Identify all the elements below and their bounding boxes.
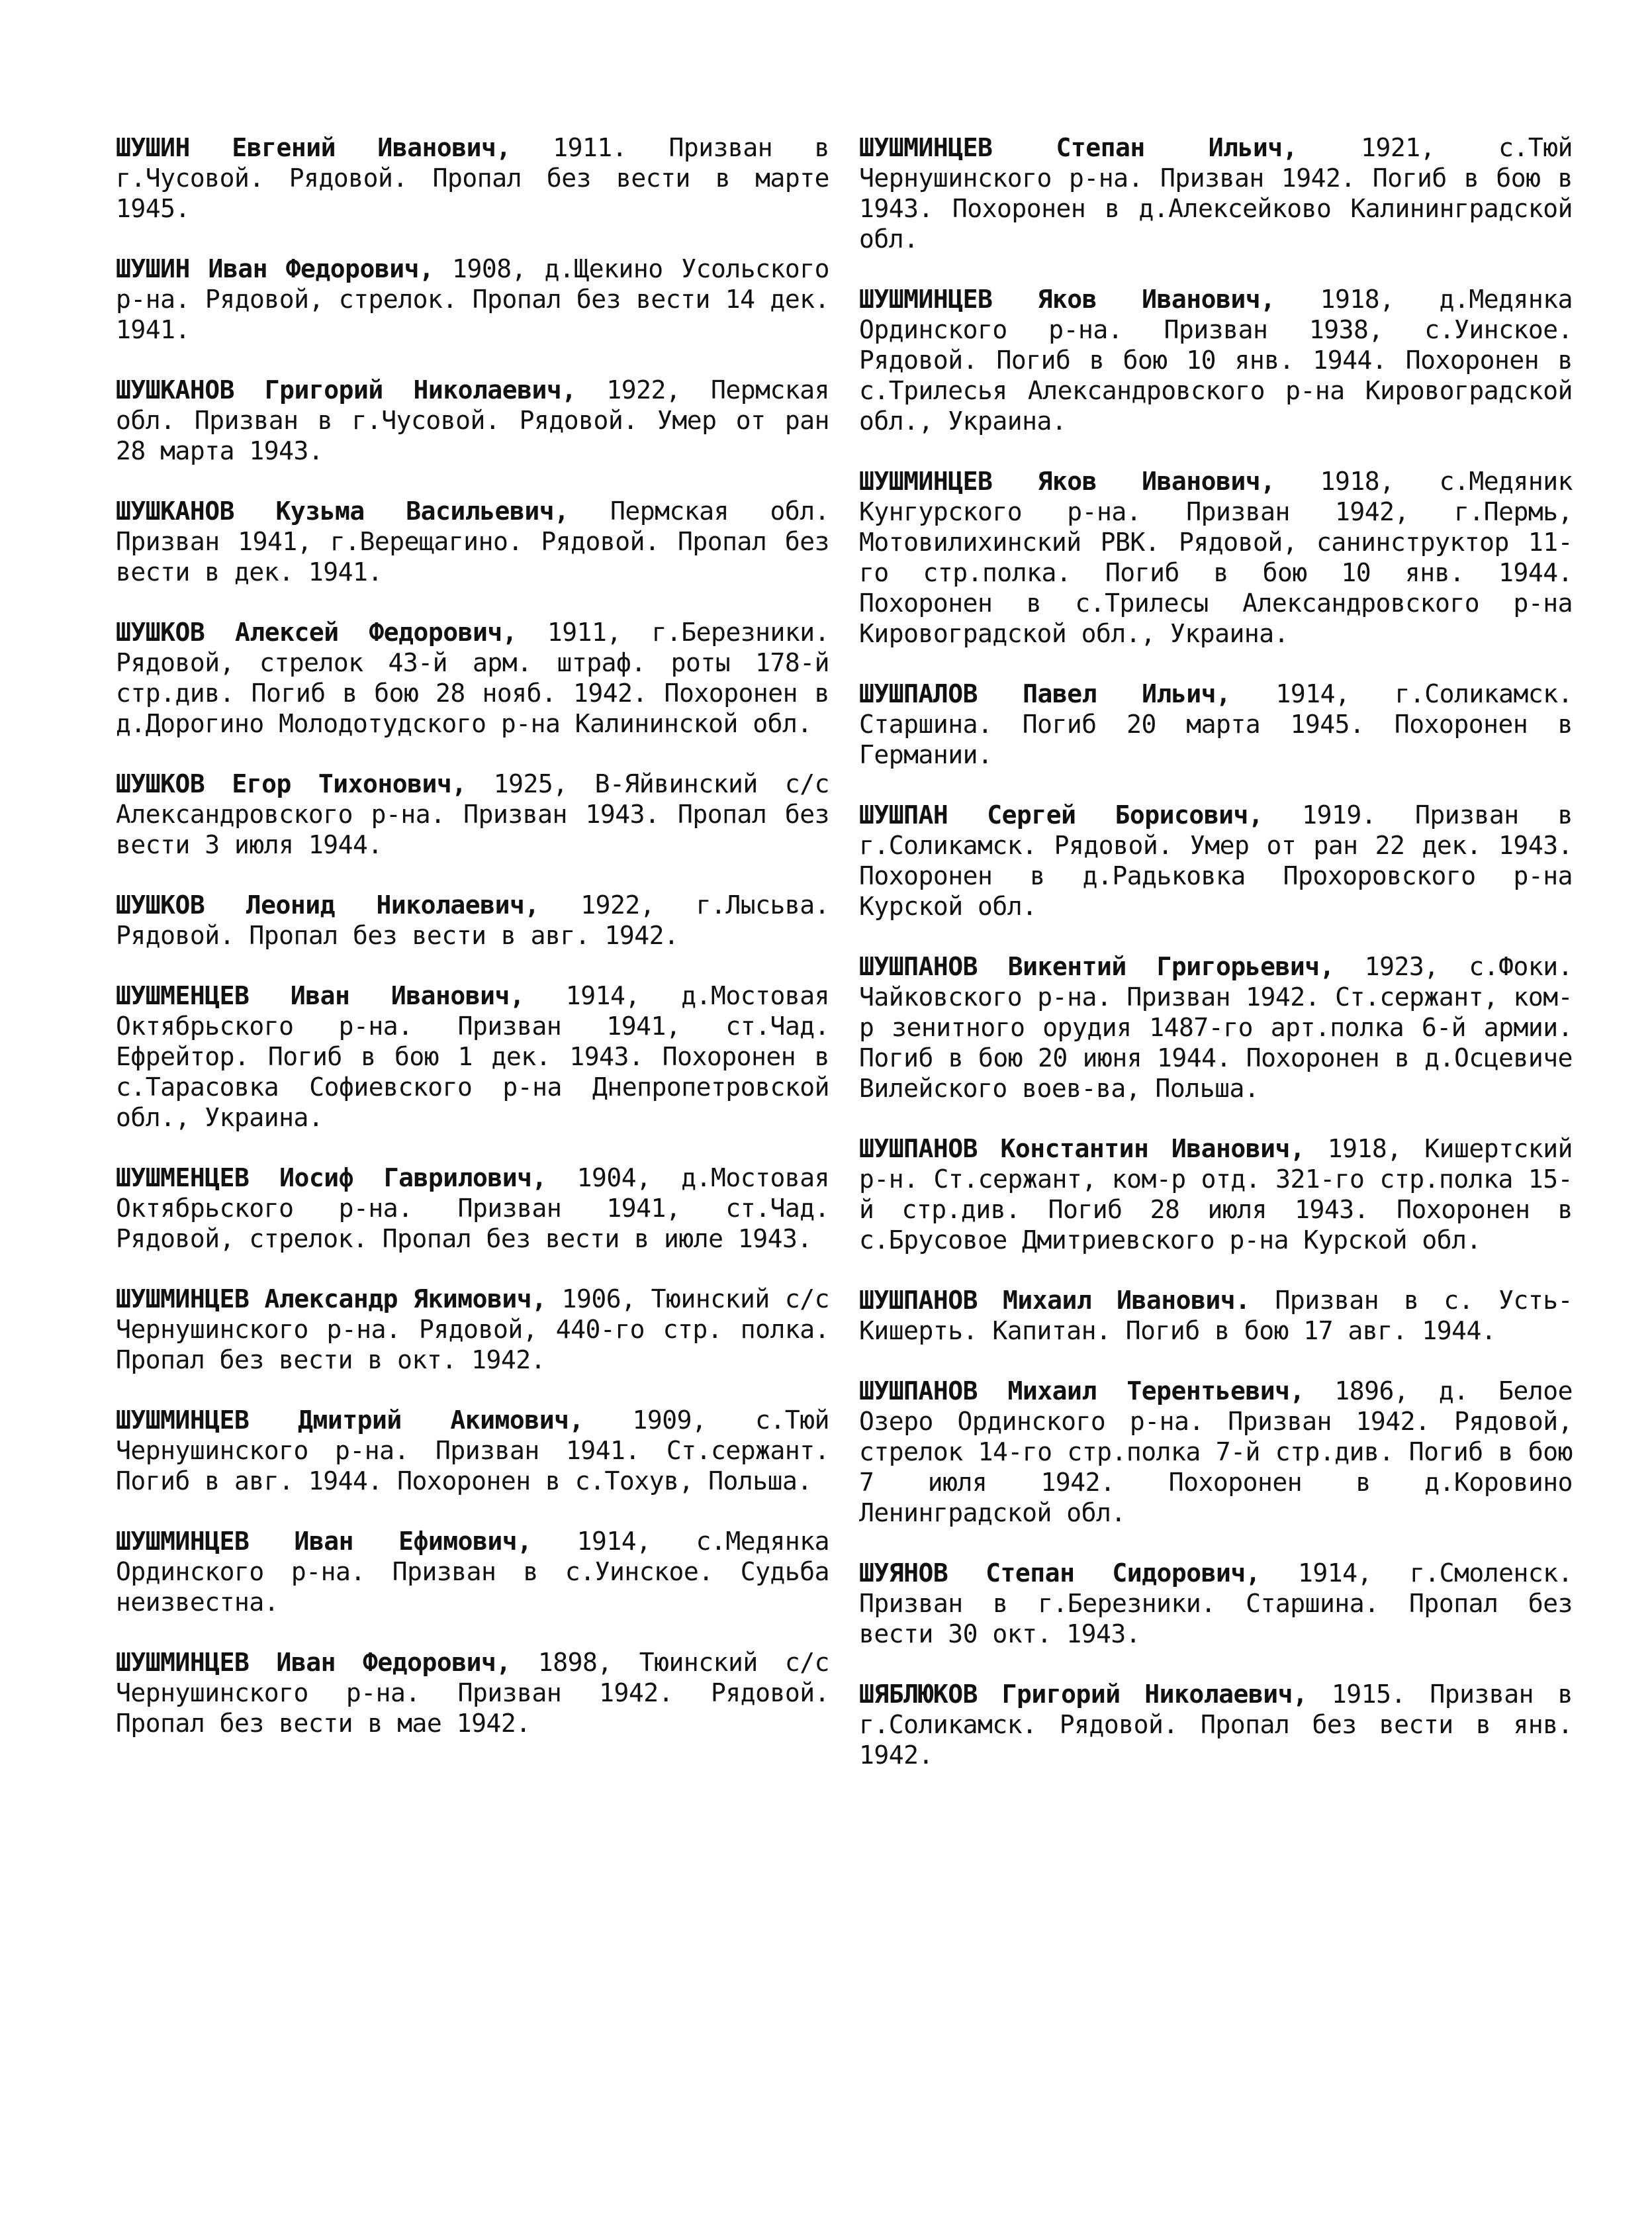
- entry-text: 1898, Тюинский с/с Чернушинского р-на. Призван 1942. Рядовой. Пропал без вести в мае 1942.: [116, 1648, 829, 1738]
- entry-name: ШУШКАНОВ Кузьма Васильевич,: [116, 497, 569, 526]
- entry-name: ШУШКОВ Алексей Федорович,: [116, 618, 518, 647]
- entry: [116, 617, 829, 739]
- entry-name: ШУШПАНОВ Константин Иванович,: [859, 1134, 1305, 1163]
- entry-name: ШУШМИНЦЕВ Яков Иванович,: [859, 467, 1275, 496]
- entry-name: ШУШМИНЦЕВ Иван Ефимович,: [116, 1527, 532, 1556]
- entry: [859, 1679, 1573, 1770]
- entry-text: 1918, д.Медянка Ординского р-на. Призван 1938, с.Уинское. Рядовой. Погиб в бою 10 янв. 1944. Похоронен в с.Трилесья Александровского р-на Кировоградской обл., Украина.: [859, 285, 1573, 436]
- entry-text: 1919. Призван в г.Соликамск. Рядовой. Умер от ран 22 дек. 1943. Похоронен в д.Радьковка Прохоровского р-на Курской обл.: [859, 800, 1573, 921]
- entry-text: 1914, г.Смоленск. Призван в г.Березники. Старшина. Пропал без вести 30 окт. 1943.: [859, 1558, 1573, 1648]
- entry-name: ШУШПАЛОВ Павел Ильич,: [859, 679, 1231, 708]
- entry: [859, 1376, 1573, 1528]
- entry: [859, 1285, 1573, 1346]
- right-column: [859, 132, 1573, 1800]
- entry: [859, 951, 1573, 1104]
- entry-name: ШУШМЕНЦЕВ Иван Иванович,: [116, 981, 525, 1010]
- entry-name: ШУШМИНЦЕВ Степан Ильич,: [859, 133, 1298, 162]
- entry: [859, 1133, 1573, 1255]
- entry: [859, 679, 1573, 770]
- entry-name: ШУШИН Евгений Иванович,: [116, 133, 511, 162]
- entry: [116, 132, 829, 224]
- entry-name: ШУШПАНОВ Михаил Терентьевич,: [859, 1376, 1305, 1405]
- entry-name: ШУШМИНЦЕВ Иван Федорович,: [116, 1648, 511, 1677]
- entry-text: 1925, В-Яйвинский с/с Александровского р-на. Призван 1943. Пропал без вести 3 июля 1944.: [116, 769, 829, 859]
- entry: [859, 1558, 1573, 1649]
- entry: [116, 1163, 829, 1254]
- entry-name: ШУШКАНОВ Григорий Николаевич,: [116, 375, 576, 404]
- entry-text: 1911. Призван в г.Чусовой. Рядовой. Пропал без вести в марте 1945.: [116, 133, 829, 223]
- entry-text: 1918, с.Медяник Кунгурского р-на. Призван 1942, г.Пермь, Мотовилихинский РВК. Рядовой, санинструктор 11-го стр.полка. Погиб в бою 10 янв. 1944. Похоронен в с.Трилесы Александровского р-на Кировоградской обл., Украина.: [859, 467, 1573, 648]
- entry-name: ШУШИН Иван Федорович,: [116, 254, 434, 283]
- entry-text: 1904, д.Мостовая Октябрьского р-на. Призван 1941, ст.Чад. Рядовой, стрелок. Пропал без вести в июле 1943.: [116, 1163, 829, 1253]
- entry-name: ШУШПАН Сергей Борисович,: [859, 800, 1263, 830]
- entry: [116, 890, 829, 951]
- entry-text: 1896, д. Белое Озеро Ординского р-на. Призван 1942. Рядовой, стрелок 14-го стр.полка 7-й стр.див. Погиб в бою 7 июля 1942. Похоронен в д.Коровино Ленинградской обл.: [859, 1376, 1573, 1527]
- entry-text: 1914, г.Соликамск. Старшина. Погиб 20 марта 1945. Похоронен в Германии.: [859, 679, 1573, 769]
- left-column: [116, 132, 829, 1768]
- entry: [859, 466, 1573, 649]
- entry: [859, 132, 1573, 254]
- entry-name: ШУШКОВ Егор Тихонович,: [116, 769, 467, 798]
- entry-name: ШУШМИНЦЕВ Яков Иванович,: [859, 285, 1275, 314]
- entry: [116, 254, 829, 345]
- entry: [116, 1526, 829, 1617]
- entry: [116, 769, 829, 860]
- entry-name: ШЯБЛЮКОВ Григорий Николаевич,: [859, 1680, 1308, 1709]
- entry-text: 1911, г.Березники. Рядовой, стрелок 43-й арм. штраф. роты 178-й стр.див. Погиб в бою 28 нояб. 1942. Похоронен в д.Дорогино Молодотудского р-на Калининской обл.: [116, 618, 830, 738]
- entry: [116, 1647, 829, 1738]
- entry: [859, 800, 1573, 922]
- entry: [116, 496, 829, 587]
- entry-text: 1908, д.Щекино Усольского р-на. Рядовой, стрелок. Пропал без вести 14 дек. 1941.: [116, 254, 830, 344]
- entry-name: ШУЯНОВ Степан Сидорович,: [859, 1558, 1261, 1588]
- entry-text: 1914, д.Мостовая Октябрьского р-на. Призван 1941, ст.Чад. Ефрейтор. Погиб в бою 1 дек. 1943. Похоронен в с.Тарасовка Софиевского р-на Днепропетровской обл., Украина.: [116, 981, 829, 1132]
- entry-text: 1918, Кишертский р-н. Ст.сержант, ком-р отд. 321-го стр.полка 15-й стр.див. Погиб 28 июля 1943. Похоронен в с.Брусовое Дмитриевского р-на Курской обл.: [859, 1134, 1573, 1255]
- entry-text: 1922, г.Лысьва. Рядовой. Пропал без вести в авг. 1942.: [116, 890, 829, 950]
- entry-name: ШУШКОВ Леонид Николаевич,: [116, 890, 539, 920]
- entry-text: Призван в с. Усть-Кишерть. Капитан. Погиб в бою 17 авг. 1944.: [859, 1286, 1573, 1345]
- entry: [116, 1405, 829, 1496]
- entry-name: ШУШПАНОВ Михаил Иванович.: [859, 1286, 1250, 1315]
- entry-text: 1921, с.Тюй Чернушинского р-на. Призван 1942. Погиб в бою в 1943. Похоронен в д.Алексейково Калининградской обл.: [859, 133, 1573, 254]
- entry-text: 1923, с.Фоки. Чайковского р-на. Призван 1942. Ст.сержант, ком-р зенитного орудия 1487-го арт.полка 6-й армии. Погиб в бою 20 июня 1944. Похоронен в д.Осцевиче Вилейского воев-ва, Польша.: [859, 952, 1573, 1103]
- entry: [116, 375, 829, 466]
- entry-text: Пермская обл. Призван 1941, г.Верещагино. Рядовой. Пропал без вести в дек. 1941.: [116, 497, 829, 587]
- entry-text: 1914, с.Медянка Ординского р-на. Призван в с.Уинское. Судьба неизвестна.: [116, 1527, 829, 1617]
- entry: [116, 1284, 829, 1375]
- entry-name: ШУШПАНОВ Викентий Григорьевич,: [859, 952, 1335, 981]
- entry-name: ШУШМИНЦЕВ Дмитрий Акимович,: [116, 1405, 584, 1435]
- entry-text: 1909, с.Тюй Чернушинского р-на. Призван 1941. Ст.сержант. Погиб в авг. 1944. Похоронен в с.Тохув, Польша.: [116, 1405, 829, 1496]
- entry-text: 1922, Пермская обл. Призван в г.Чусовой. Рядовой. Умер от ран 28 марта 1943.: [116, 375, 829, 465]
- entry-name: ШУШМИНЦЕВ Александр Якимович,: [116, 1284, 547, 1313]
- entry-name: ШУШМЕНЦЕВ Иосиф Гаврилович,: [116, 1163, 547, 1192]
- entry: [859, 284, 1573, 436]
- entry-text: 1915. Призван в г.Соликамск. Рядовой. Пропал без вести в янв. 1942.: [859, 1680, 1573, 1770]
- entry-text: 1906, Тюинский с/с Чернушинского р-на. Рядовой, 440-го стр. полка. Пропал без вести в окт. 1942.: [116, 1284, 829, 1374]
- entry: [116, 980, 829, 1133]
